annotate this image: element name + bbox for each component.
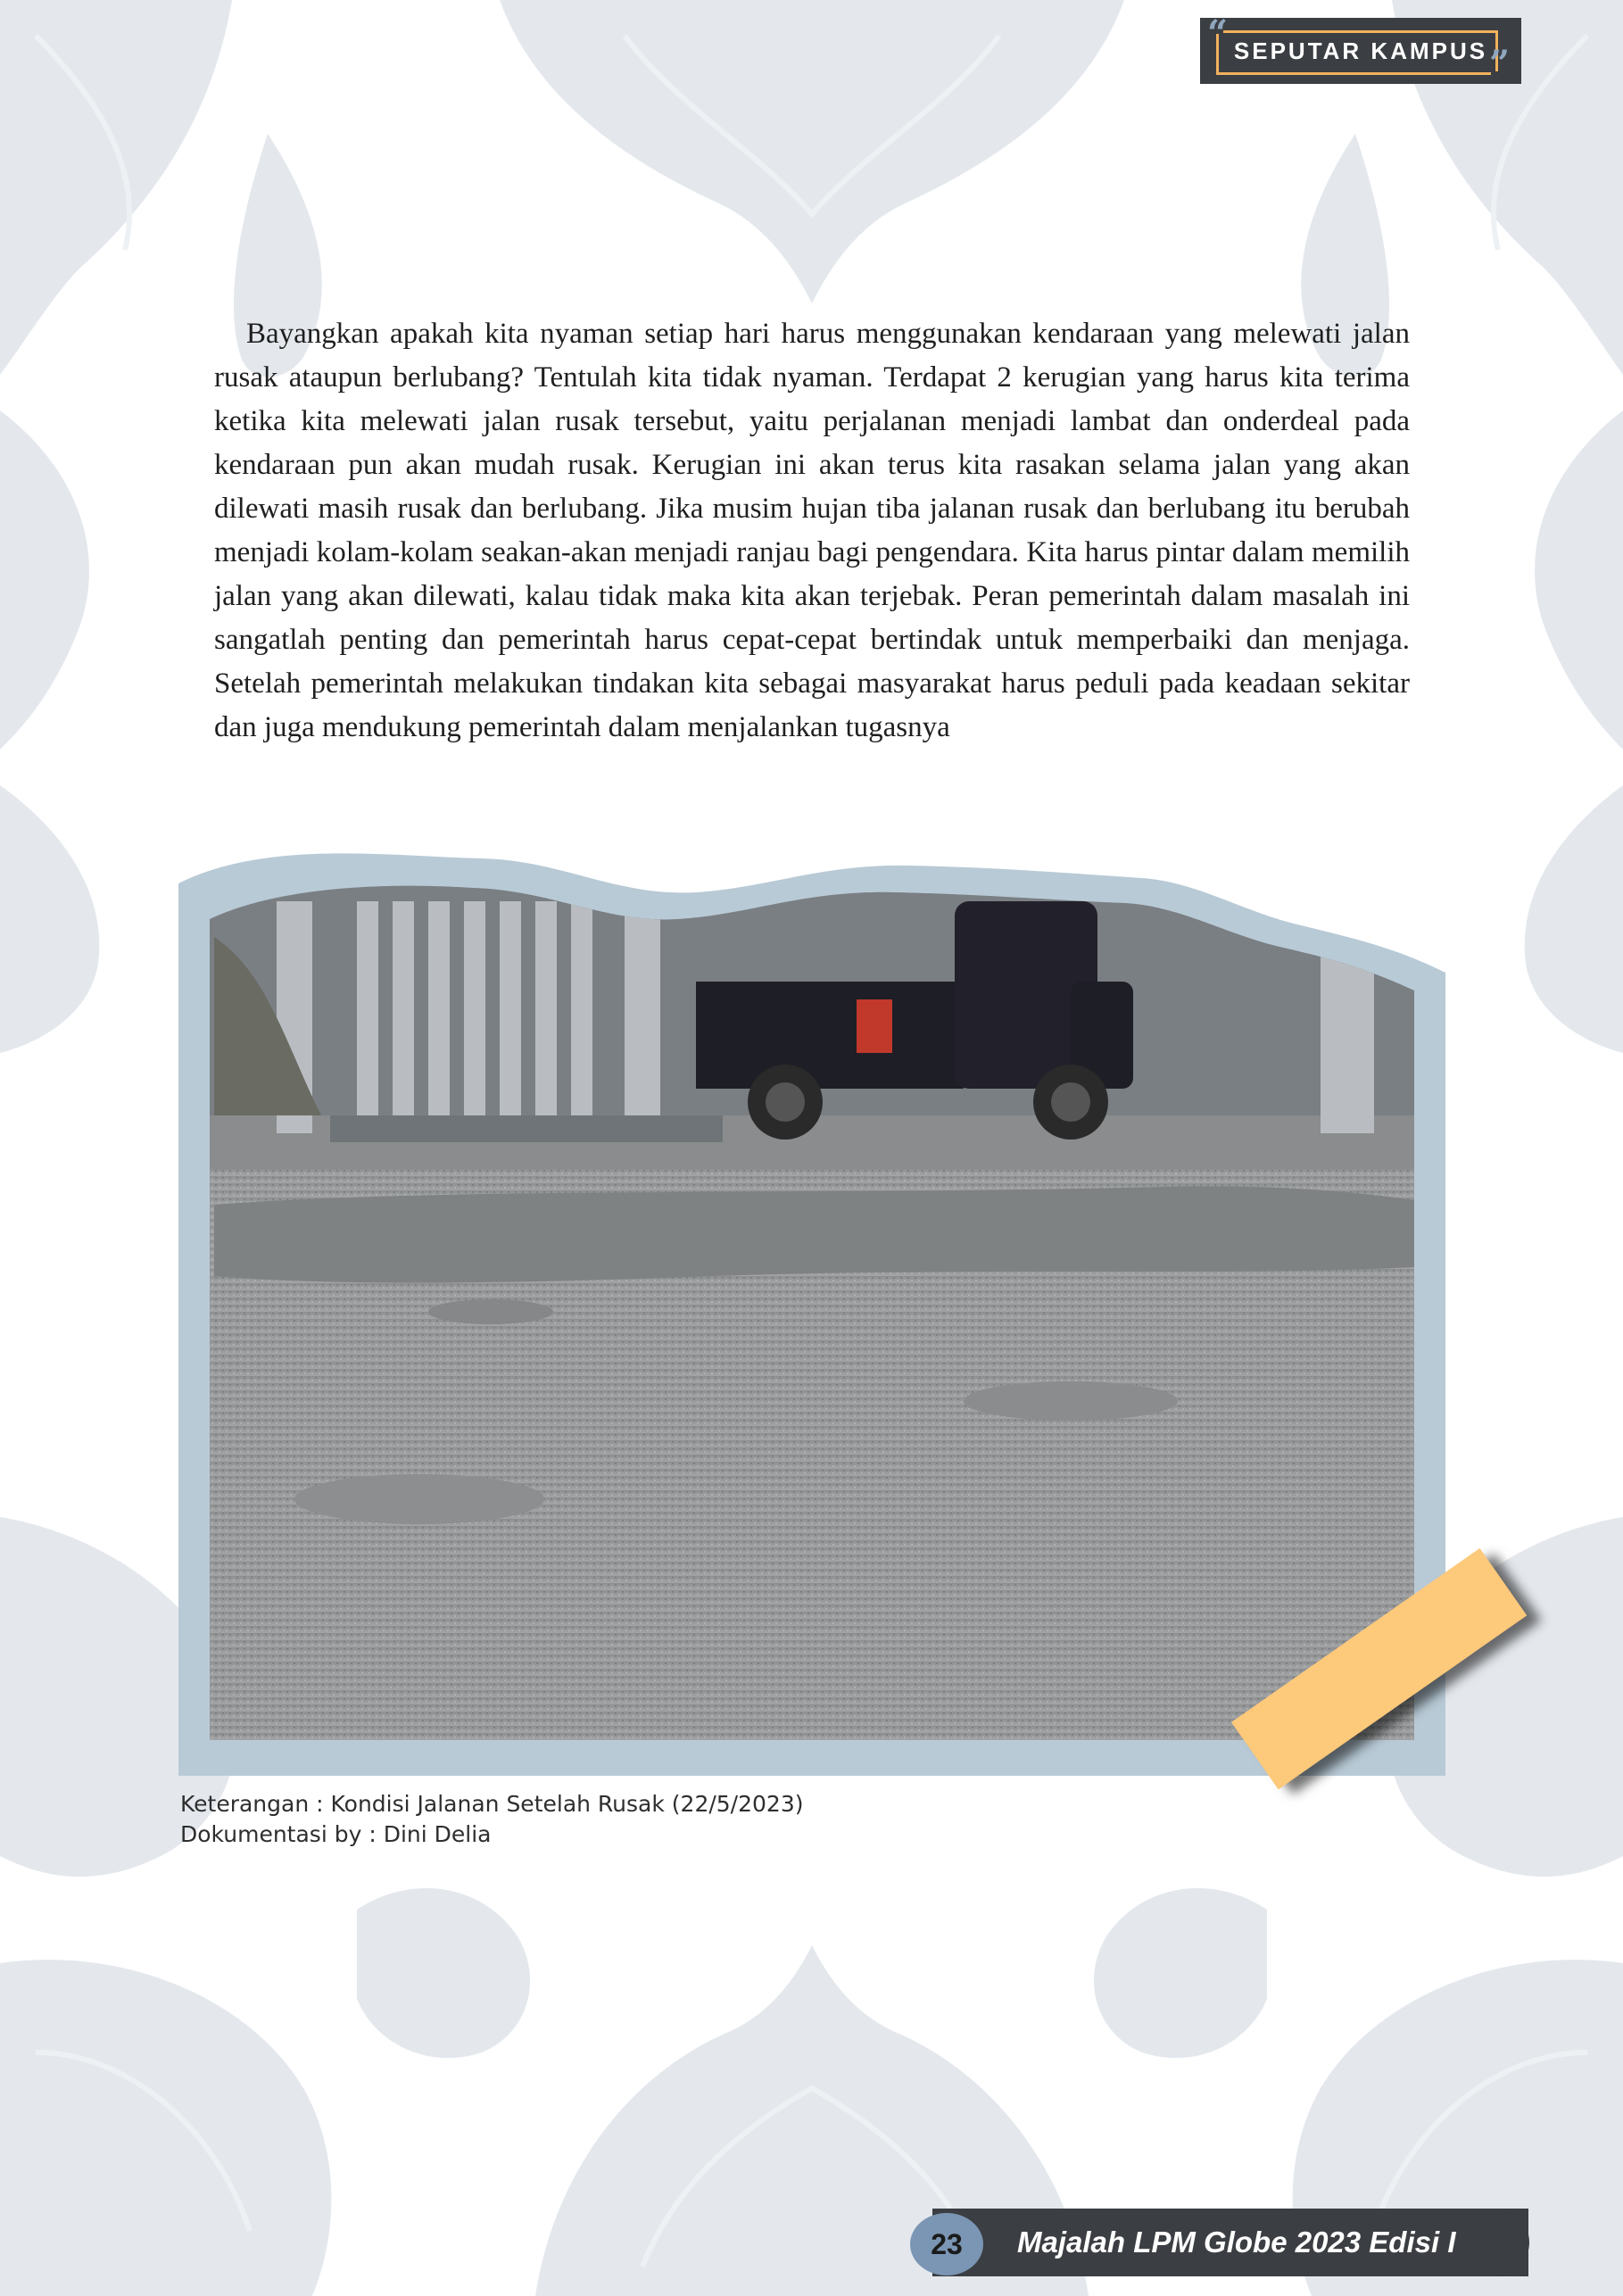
- magazine-title: Majalah LPM Globe 2023 Edisi I: [1017, 2226, 1456, 2259]
- close-quote-icon: ”: [1488, 43, 1512, 85]
- open-quote-icon: “: [1207, 12, 1231, 54]
- section-label: SEPUTAR KAMPUS: [1233, 37, 1488, 64]
- section-tag: [1200, 12, 1521, 85]
- caption-description: Keterangan : Kondisi Jalanan Setelah Rusak (22/5/2023): [180, 1791, 804, 1817]
- page-number: 23: [910, 2213, 983, 2275]
- article-paragraph: Bayangkan apakah kita nyaman setiap hari harus menggunakan kendaraan yang melewati jalan rusak ataupun berlubang? Tentulah kita tidak nyaman. Terdapat 2 kerugian yang harus kita terima ketika kita melewati jalan rusak tersebut, yaitu perjalanan menjadi lambat dan onderdeal pada kendaraan pun akan mudah rusak. Kerugian ini akan terus kita rasakan selama jalan yang akan dilewati masih rusak dan berlubang. Jika musim hujan tiba jalanan rusak dan berlubang itu berubah menjadi kolam-kolam seakan-akan menjadi ranjau bagi pengendara. Kita harus pintar dalam memilih jalan yang akan dilewati, kalau tidak maka kita akan terjebak. Peran pemerintah dalam masalah ini sangatlah penting dan pemerintah harus cepat-cepat bertindak untuk memperbaiki dan menjaga. Setelah pemerintah melakukan tindakan kita sebagai masyarakat harus peduli pada keadaan sekitar dan juga mendukung pemerintah dalam menjalankan tugasnya: [214, 318, 1410, 743]
- road-photo: [178, 848, 1445, 1785]
- caption-credit: Dokumentasi by : Dini Delia: [180, 1821, 492, 1847]
- photo-caption: [180, 1789, 804, 1850]
